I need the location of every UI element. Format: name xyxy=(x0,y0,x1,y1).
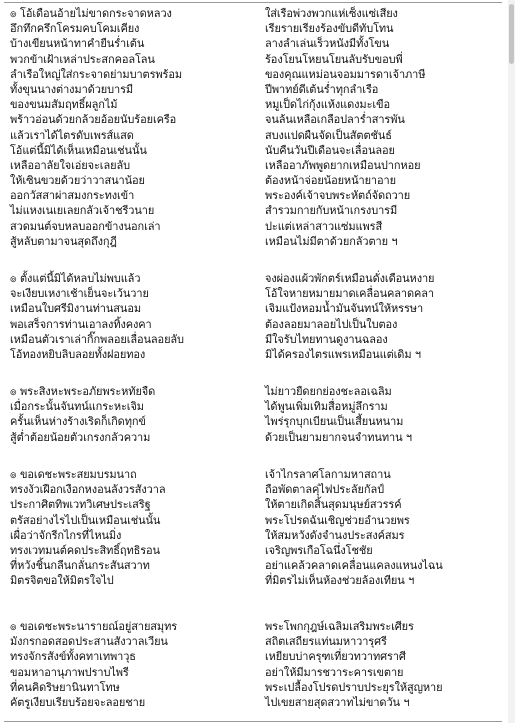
verse-line: ไม่แหงเนเยเลยกลัวเจ้าชรีวนาย xyxy=(10,204,155,218)
stanza-2-right-column xyxy=(265,271,505,362)
verse-line: โอ้ใจหายหมายมาดเคลื่อนคลาดคลา xyxy=(265,287,434,301)
verse-line: เรียรายเรียงร้องขับดีทับโทน xyxy=(265,22,394,36)
scrollbar-track[interactable] xyxy=(508,0,515,723)
verse-line: มีใจรับไทยทานดูงานฉลอง xyxy=(265,332,388,346)
stanza-4-left-column xyxy=(10,467,222,589)
scrollbar-thumb[interactable] xyxy=(509,4,514,64)
verse-line: สวดมนต์จบหลบออกข้างนอกเล่า xyxy=(10,219,161,233)
stanza-3 xyxy=(0,384,500,446)
verse-line: พร้าวอ่อนด้วยกล้วยอ้อยนับร้อยเครือ xyxy=(10,113,177,127)
verse-line: บ้างเขียนหน้าทาคำยืนร่ำเต้น xyxy=(10,37,145,51)
verse-line: ให้เซินขวยด้วยว่าวาสนาน้อย xyxy=(10,174,145,188)
verse-line: ๏ ตั้งแต่นี้มิได้หลบไม่พบแล้ว xyxy=(10,272,141,285)
verse-line: สถิตเสถียรแท่นมหาวารุศรี xyxy=(265,635,387,649)
verse-line: ปีพาทย์ดีเต้นร่ำทุกลำเรือ xyxy=(265,82,379,96)
verse-line: พอเสร็จการท่านเอาลงทิ้งคงคา xyxy=(10,317,152,331)
stanza-1-right-column xyxy=(265,6,505,249)
stanza-5 xyxy=(0,619,500,711)
verse-line: โอ้แต่นี้มิได้เห็นเหมือนเช่นนั้น xyxy=(10,143,147,157)
verse-line: ไม่ยาวยืดยกย่องชะลอเฉลิม xyxy=(265,385,392,398)
verse-line: จงผ่องแผ้วพักตร์เหมือนดั่งเดือนหงาย xyxy=(265,272,435,285)
verse-line: เจริญพรเกือโฉนึ่งโชชัย xyxy=(265,543,373,557)
verse-line: ๏ โอ้เดือนอ้ายไม่ขาดกระจาดหลวง xyxy=(10,7,172,20)
verse-line: ถือพัดตาลคุ่ไฟประลัยกัลป์ xyxy=(265,483,384,497)
verse-line: เหมือนตัวเราเล่ากิ๊กพลอยเลื่อนลอยลับ xyxy=(10,332,184,346)
verse-line: ทรงเวทมนต์คดประสิทธิ์ฤทธิรอน xyxy=(10,543,160,557)
stanza-1-left-column xyxy=(10,6,222,249)
stanza-3-left-column xyxy=(10,384,222,445)
verse-line: ๏ ขอเดชะพระนารายณ์อยู่สายสมุทร xyxy=(10,620,178,633)
verse-line: เหมือนไม่มีตาด้วยกลัวตาย ฯ xyxy=(265,234,398,248)
verse-line: ต้องลอยมาลอยไปเป็นใบตอง xyxy=(265,317,398,331)
stanza-2-left-column xyxy=(10,271,222,362)
verse-line: มิได้ครองไตรแพรเหมือนแต่เดิม ฯ xyxy=(265,347,421,361)
verse-line: ทั้งขุนนางต่างมาด้วยบารมี xyxy=(10,82,134,96)
verse-line: เจิมแป้งหอมน้ำมันจันทน์ให้หรรษา xyxy=(265,302,424,316)
verse-line: พระเปลื้องโปรดปราบประยุรให้สูญหาย xyxy=(265,680,443,694)
verse-line: โอ้ทองหยิบลิบลอยทั้งฝอยทอง xyxy=(10,347,146,361)
verse-line: ไปเขยสายสุดสวาทไม่ขาดวัน ฯ xyxy=(265,695,410,709)
verse-line: ไพร่รุกบุกเบียนเป็นเสี้ยนหนาม xyxy=(265,415,404,429)
verse-line: หมูเป็ดไก่กุ้งแห้งแดงมะเขือ xyxy=(265,98,390,112)
verse-line: เหลืออาลัยใจเอ่ยจะเลยลับ xyxy=(10,158,130,172)
verse-line: ขอมหาอานุภาพปราบไพรี xyxy=(10,665,129,679)
verse-line: ทรงงัวเฝือกเงือกหงอนลังวรสังวาล xyxy=(10,483,166,497)
verse-line: สู้หลับตามาจนสุดถึงกุฎี xyxy=(10,234,117,248)
verse-line: มังกรกอดสอดประสานสังวาลเวียน xyxy=(10,635,168,649)
verse-line: พวกข้าเฝ้าเหล่าประสกคอลโลน xyxy=(10,52,155,66)
verse-line: เผื่อว่าจักรีกไกรที่ไหนมิ่ง xyxy=(10,528,122,542)
verse-line: ๏ พระสิงหะพระอภัยพระหทัยจืด xyxy=(10,385,156,398)
stanza-5-left-column xyxy=(10,619,222,710)
verse-line: ตรัสอย่างไรไปเป็นเหมือนเช่นนั้น xyxy=(10,513,161,527)
verse-line: จะเงียบเหงาเช้าเย็นจะเว้นวาย xyxy=(10,287,149,301)
stanza-3-right-column xyxy=(265,384,505,445)
verse-line: ออกวัสสาผ่าสมงกระทงเข้า xyxy=(10,189,135,203)
stanza-1 xyxy=(0,6,500,250)
verse-line: ด้วยเป็นยามยากจนจำทนทาน ฯ xyxy=(265,430,412,444)
verse-line: ๏ ขอเดชะพระสยมบรมนาถ xyxy=(10,468,137,481)
verse-line: ลำเรือใหญ่ใส่กระจาดย่ามบาตรพร้อม xyxy=(10,67,183,81)
verse-line: อึกทึกครึกโครมคบโคมเคียง xyxy=(10,22,140,36)
verse-line: พระโพกกุฎษ์เฉลิมเสริมพระเศียร xyxy=(265,620,414,633)
verse-line: ให้ตายเกิดสิ้นสุดมนุษย์สวรรค์ xyxy=(265,498,402,512)
verse-line: คัตรูเงียบเรียบร้อยจะลอยชาย xyxy=(10,695,146,709)
verse-line: ประกาศิตทิพเวทวิเศษประเสริฐ xyxy=(10,498,151,512)
verse-line: พระองค์เจ้าจบพระหัตถ์จัดถวาย xyxy=(265,189,411,203)
verse-line: นับคืนวันปีเดือนจะเลื่อนลอย xyxy=(265,143,395,157)
verse-line: ของคุณแหม่อนจอมมารดาเจ้าภาษี xyxy=(265,67,426,81)
verse-line: จนล้นเหลือเกลือปลาร่ำสารพัน xyxy=(265,113,405,127)
verse-line: ต้องหน้าจ่อยน้อยหน้ายาอาย xyxy=(265,174,396,188)
verse-line: เมื่อกระนั้นจันทน์แกระหะเจิม xyxy=(10,400,144,414)
verse-line: ให้สมหวังดังจำนงประสงค์สมร xyxy=(265,528,405,542)
stanza-4-right-column xyxy=(265,467,505,589)
verse-line: ร้องโยนโหยนโยนลับรับขอบพี่ xyxy=(265,52,403,66)
verse-line: สำรวมกายกับหน้าเกรงบารมี xyxy=(265,204,398,218)
bottom-rule xyxy=(4,721,502,722)
verse-line: ปะแต่เหล่าสาวแซ่มแพรสี xyxy=(265,219,383,233)
verse-line: ใส่เรือพ่วงพวกแห่เซ็งแซ่เสียง xyxy=(265,7,398,20)
verse-line: อย่าแคล้วคลาดเคลื่อนแคลงแหนงไฉน xyxy=(265,559,443,573)
verse-line: สบงแปดผืนจัดเป็นสัตตชันธ์ xyxy=(265,128,392,142)
verse-line: ของขนมสัมฤทธิ์ผลูกไม้ xyxy=(10,98,118,112)
verse-line: ได้พูนเพิ่มเทิมสื่อหมู่ลึกราม xyxy=(265,400,388,414)
stanza-5-right-column xyxy=(265,619,505,710)
stanza-2 xyxy=(0,271,500,363)
verse-line: เหลืออาภัพพูดยากเหมือนปากหอย xyxy=(265,158,421,172)
verse-line: มิตรจิตขอให้มิตรใจไป xyxy=(10,574,114,588)
verse-line: ที่คนคิดริษยานินทาโทษ xyxy=(10,680,120,694)
verse-line: ที่หวังชิ้นกลืนกลั่นกระสันสวาท xyxy=(10,559,150,573)
verse-line: เจ้าไกรลาศโลกามหาสถาน xyxy=(265,468,391,481)
verse-line: ลางลำเล่นเร็วหนังมีทั้งโขน xyxy=(265,37,390,51)
verse-line: สู้ต่ำต้อยน้อยตัวเกรงกลัวความ xyxy=(10,430,151,444)
verse-line: แล้วเราได้ไตรดับเพรส์แสด xyxy=(10,128,134,142)
verse-line: ทรงจักรสังข์ทั้งคทาเทพาวุธ xyxy=(10,650,136,664)
verse-line: เหยียบบ่าครุฑเที่ยวทวาทศราศี xyxy=(265,650,406,664)
verse-line: เหมือนใบศรีมิงานท่านสนอม xyxy=(10,302,141,316)
stanza-4 xyxy=(0,467,500,589)
top-rule xyxy=(4,2,502,3)
verse-line: อย่าให้มีมารชวาระคารเขตาย xyxy=(265,665,404,679)
verse-line: ครั้นเห็นห่างร้างเริดก็เกิดทุกข์ xyxy=(10,415,146,429)
verse-line: พระโปรดฉันเชิญช่วยอำนวยพร xyxy=(265,513,410,527)
verse-line: ที่มิตรไม่เห็นห้องช่วยล้องเทียน ฯ xyxy=(265,574,415,588)
